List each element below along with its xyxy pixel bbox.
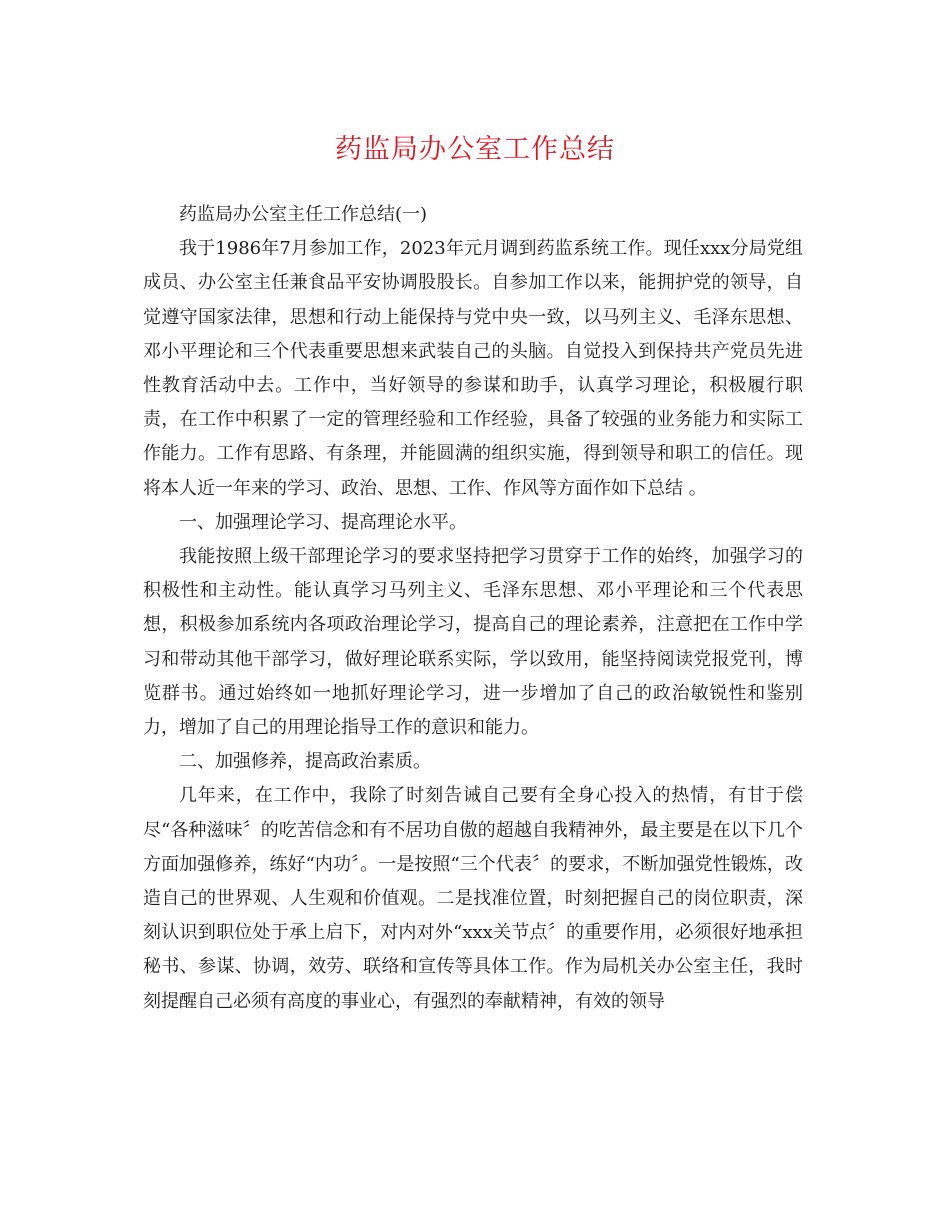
body-paragraph: 我于1986年7月参加工作，2023年元月调到药监系统工作。现任xxx分局党组成员、办公室主任兼食品平安协调股股长。自参加工作以来，能拥护党的领导，自觉遵守国家法律，思想和行动上能保持与党中央一致，以马列主义、毛泽东思想、邓小平理论和三个代表重要思想来武装自己的头脑。自觉投入到保持共产党员先进性教育活动中去。工作中，当好领导的参谋和助手，认真学习理论，积极履行职责，在工作中积累了一定的管理经验和工作经验，具备了较强的业务能力和实际工作能力。工作有思路、有条理，并能圆满的组织实施，得到领导和职工的信任。现将本人近一年来的学习、政治、思想、工作、作风等方面作如下总结 。 xyxy=(143,238,803,499)
body-paragraph: 我能按照上级干部理论学习的要求坚持把学习贯穿于工作的始终，加强学习的积极性和主动性。能认真学习马列主义、毛泽东思想、邓小平理论和三个代表思想，积极参加系统内各项政治理论学习，提高自己的理论素养，注意把在工作中学习和带动其他干部学习，做好理论联系实际，学以致用，能坚持阅读党报党刊，博览群书。通过始终如一地抓好理论学习，进一步增加了自己的政治敏锐性和鉴别力，增加了自己的用理论指导工作的意识和能力。 xyxy=(143,546,803,739)
section-heading-2: 一、加强理论学习、提高理论水平。 xyxy=(179,511,467,533)
document-title: 药监局办公室工作总结 xyxy=(335,134,615,165)
section-heading-3: 二、加强修养，提高政治素质。 xyxy=(179,751,431,773)
body-paragraph: 几年来，在工作中，我除了时刻告诫自己要有全身心投入的热情，有甘于偿尽“各种滋味〞的吃苦信念和有不居功自傲的超越自我精神外，最主要是在以下几个方面加强修养，练好“内功〞。一是按照“三个代表〞的要求，不断加强党性锻炼，改造自己的世界观、人生观和价值观。二是找准位置，时刻把握自己的岗位职责，深刻认识到职位处于承上启下，对内对外“xxx关节点〞的重要作用，必须很好地承担秘书、参谋、协调，效劳、联络和宣传等具体工作。作为局机关办公室主任，我时刻提醒自己必须有高度的事业心，有强烈的奉献精神，有效的领导 xyxy=(143,785,803,1012)
section-heading-1: 药监局办公室主任工作总结(一) xyxy=(179,204,428,225)
document-body xyxy=(143,198,803,1019)
